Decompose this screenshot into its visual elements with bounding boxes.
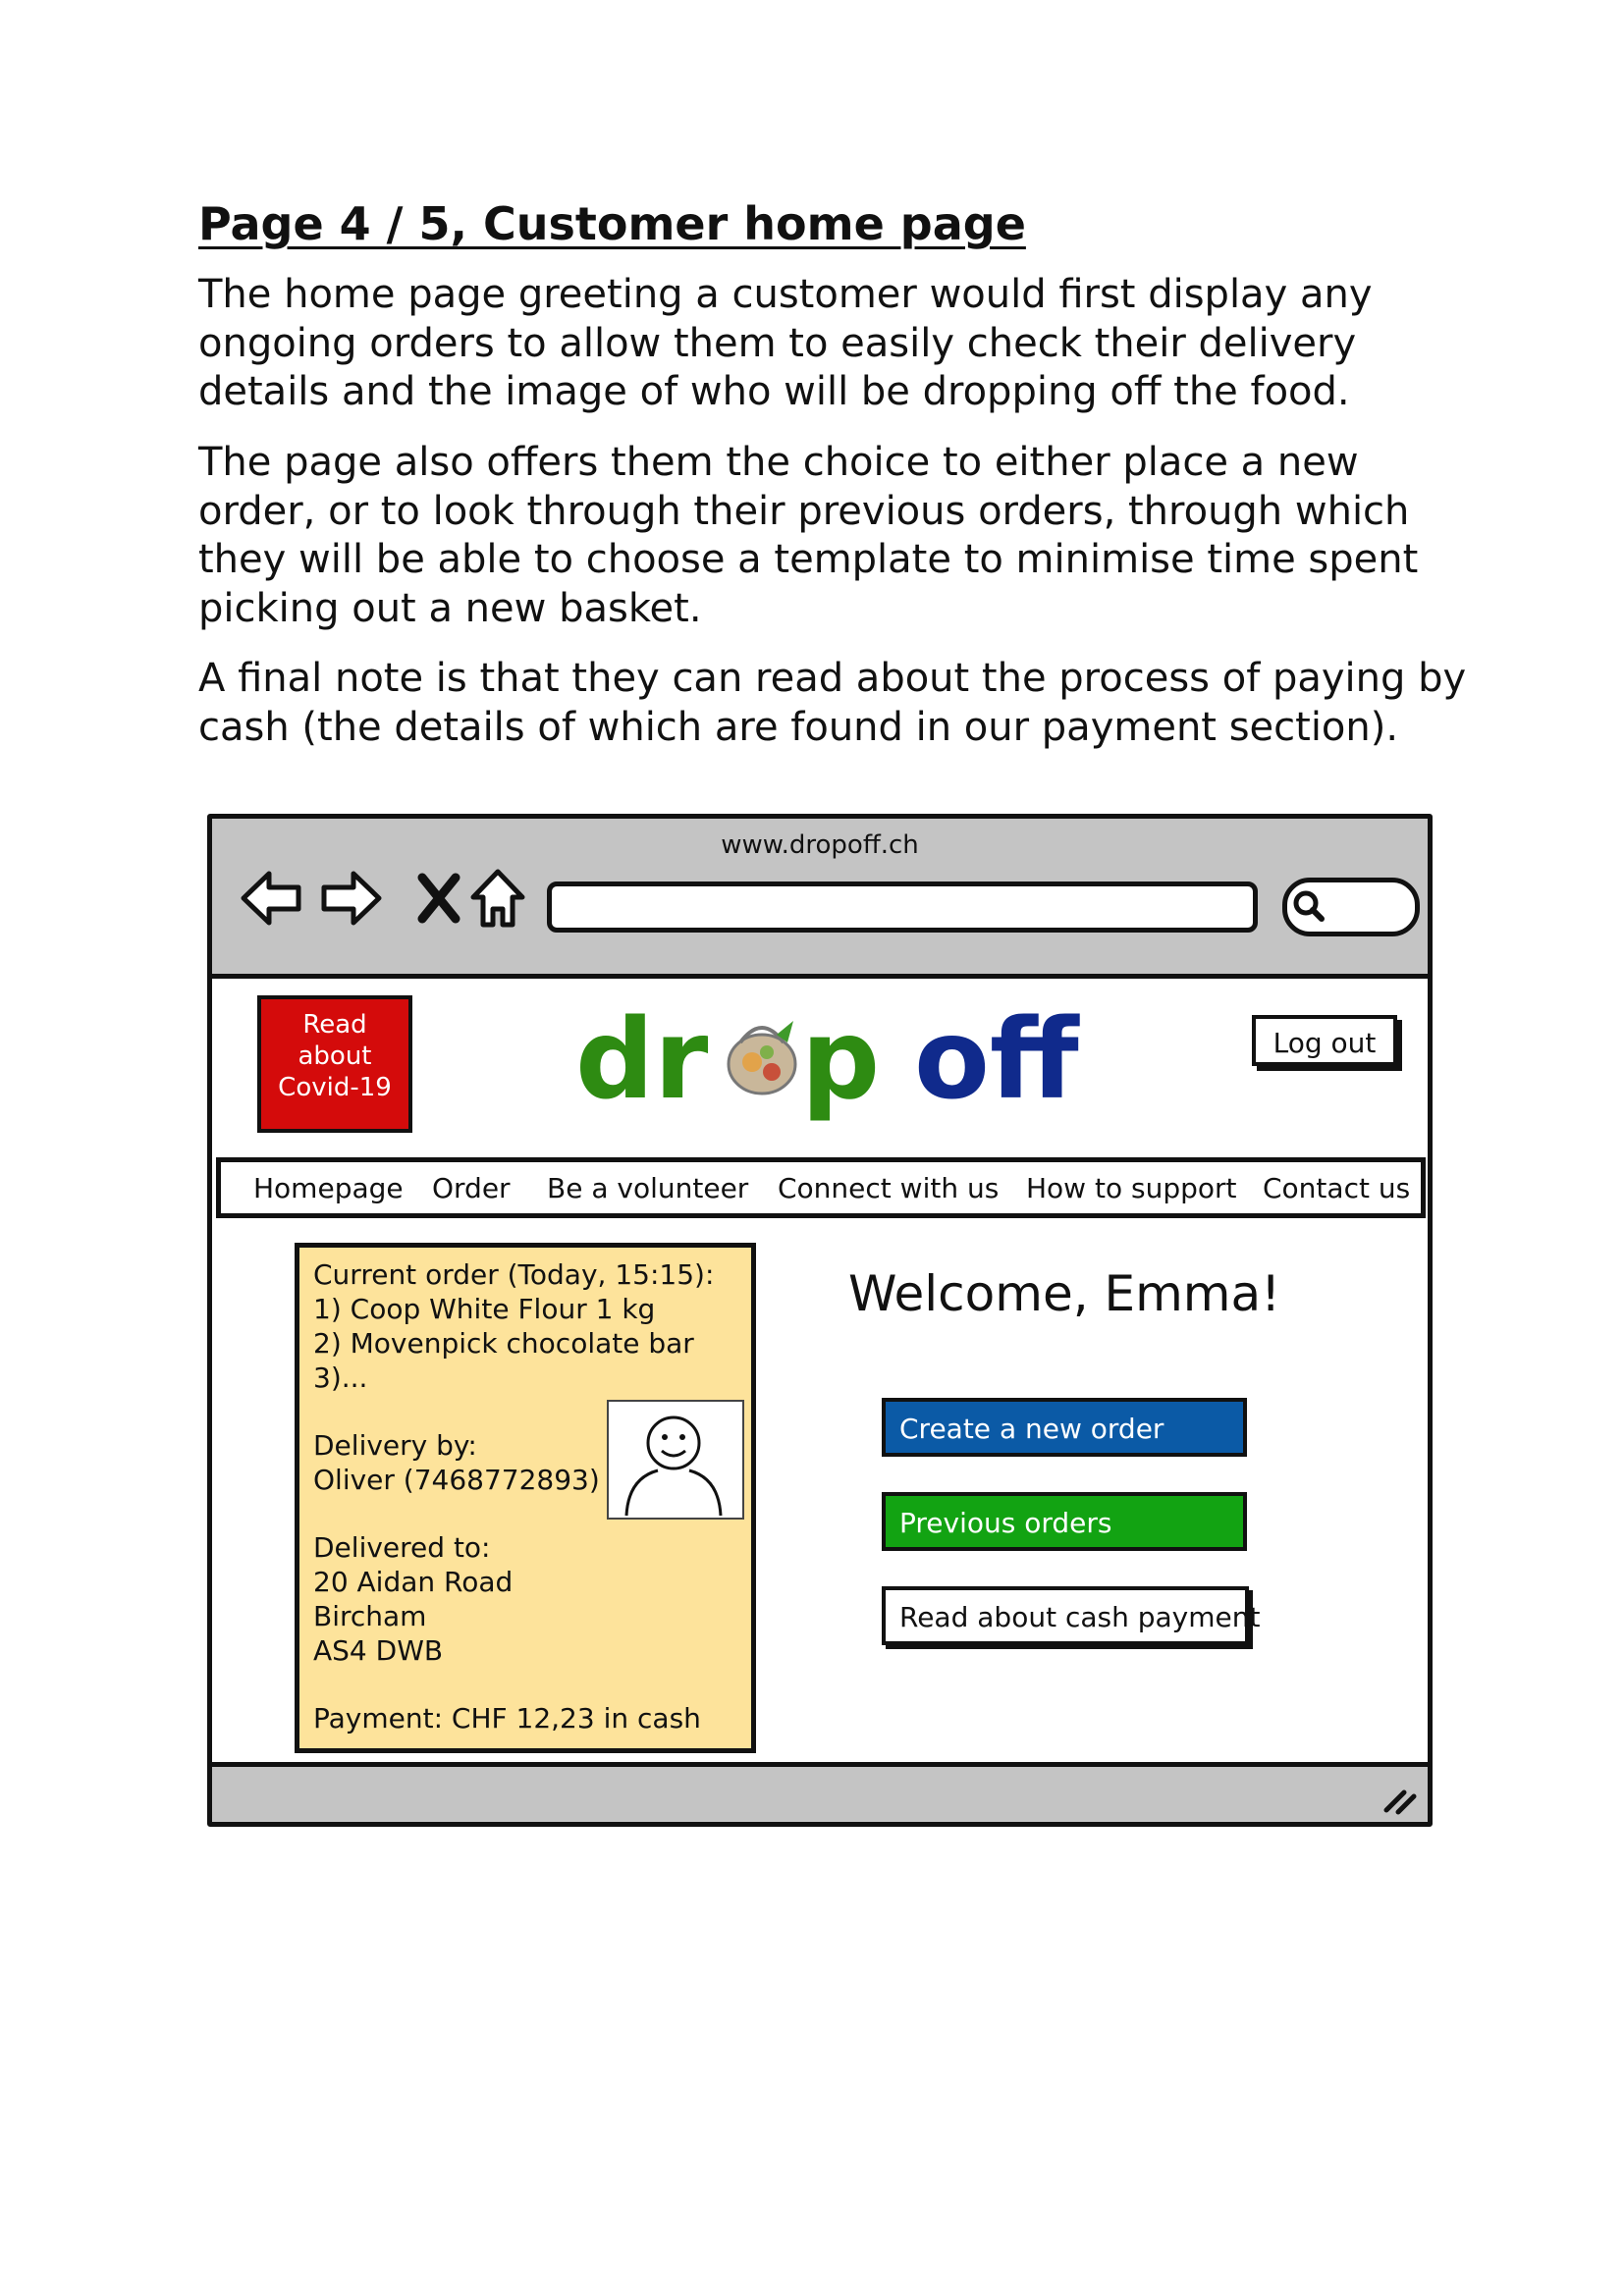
site-navbar [216, 1157, 1426, 1218]
covid-label-2: about [298, 1041, 372, 1071]
order-item: 1) Coop White Flour 1 kg [313, 1293, 656, 1325]
nav-item-homepage[interactable]: Homepage [253, 1172, 404, 1204]
nav-item-connect[interactable]: Connect with us [778, 1172, 1000, 1204]
nav-item-contact[interactable]: Contact us [1263, 1172, 1411, 1204]
order-item: 3)... [313, 1362, 368, 1394]
forward-arrow-icon[interactable] [318, 866, 383, 931]
nav-item-volunteer[interactable]: Be a volunteer [547, 1172, 749, 1204]
address-line: AS4 DWB [313, 1634, 444, 1667]
welcome-heading: Welcome, Emma! [848, 1265, 1281, 1322]
browser-toolbar [212, 819, 1428, 979]
delivery-label: Delivery by: [313, 1429, 477, 1462]
current-order-card [295, 1243, 756, 1753]
create-order-button[interactable]: Create a new order [882, 1398, 1247, 1457]
dropoff-logo[interactable] [575, 1003, 1106, 1131]
nav-item-support[interactable]: How to support [1026, 1172, 1237, 1204]
resize-icon[interactable] [1380, 1781, 1420, 1816]
order-item: 2) Movenpick chocolate bar [313, 1327, 694, 1360]
address-line: Bircham [313, 1600, 427, 1632]
grocery-bag-icon [729, 1021, 795, 1094]
logo-text-dr: dr [575, 1003, 709, 1124]
covid-info-button[interactable] [257, 995, 412, 1133]
paragraph-3: A final note is that they can read about the process of paying by cash (the details of which are found in our payment section). [198, 656, 1467, 750]
payment-info: Payment: CHF 12,23 in cash [313, 1702, 701, 1735]
back-arrow-icon[interactable] [240, 866, 304, 931]
search-input[interactable] [1282, 878, 1420, 936]
previous-orders-button[interactable]: Previous orders [882, 1492, 1247, 1551]
covid-label-3: Covid-19 [278, 1073, 392, 1102]
address-line: 20 Aidan Road [313, 1566, 514, 1598]
paragraph-1: The home page greeting a customer would first display any ongoing orders to allow them to easily check their delivery details and the image of who will be dropping off the food. [198, 272, 1373, 414]
logo-text-p: p [801, 1003, 881, 1124]
order-header: Current order (Today, 15:15): [313, 1258, 715, 1291]
url-label: www.dropoff.ch [721, 830, 919, 860]
browser-statusbar [212, 1762, 1428, 1822]
delivered-label: Delivered to: [313, 1531, 491, 1564]
logo-text-off: off [914, 1003, 1079, 1124]
logout-button[interactable]: Log out [1252, 1015, 1397, 1066]
browser-mockup [207, 814, 1433, 1827]
driver-name: Oliver (7468772893) [313, 1464, 600, 1496]
search-icon[interactable] [1291, 888, 1326, 924]
driver-avatar [607, 1400, 744, 1520]
document-title: Page 4 / 5, Customer home page [198, 197, 1026, 250]
paragraph-2: The page also offers them the choice to either place a new order, or to look through their previous orders, through which they will be able to choose a template to minimise time spent picking out a new basket. [198, 440, 1419, 631]
address-bar[interactable] [547, 881, 1258, 933]
close-icon[interactable] [406, 866, 471, 931]
covid-label-1: Read [302, 1010, 367, 1040]
person-icon [609, 1402, 742, 1518]
cash-payment-button[interactable]: Read about cash payment [882, 1586, 1249, 1645]
home-icon[interactable] [465, 866, 530, 931]
nav-item-order[interactable]: Order [432, 1172, 511, 1204]
